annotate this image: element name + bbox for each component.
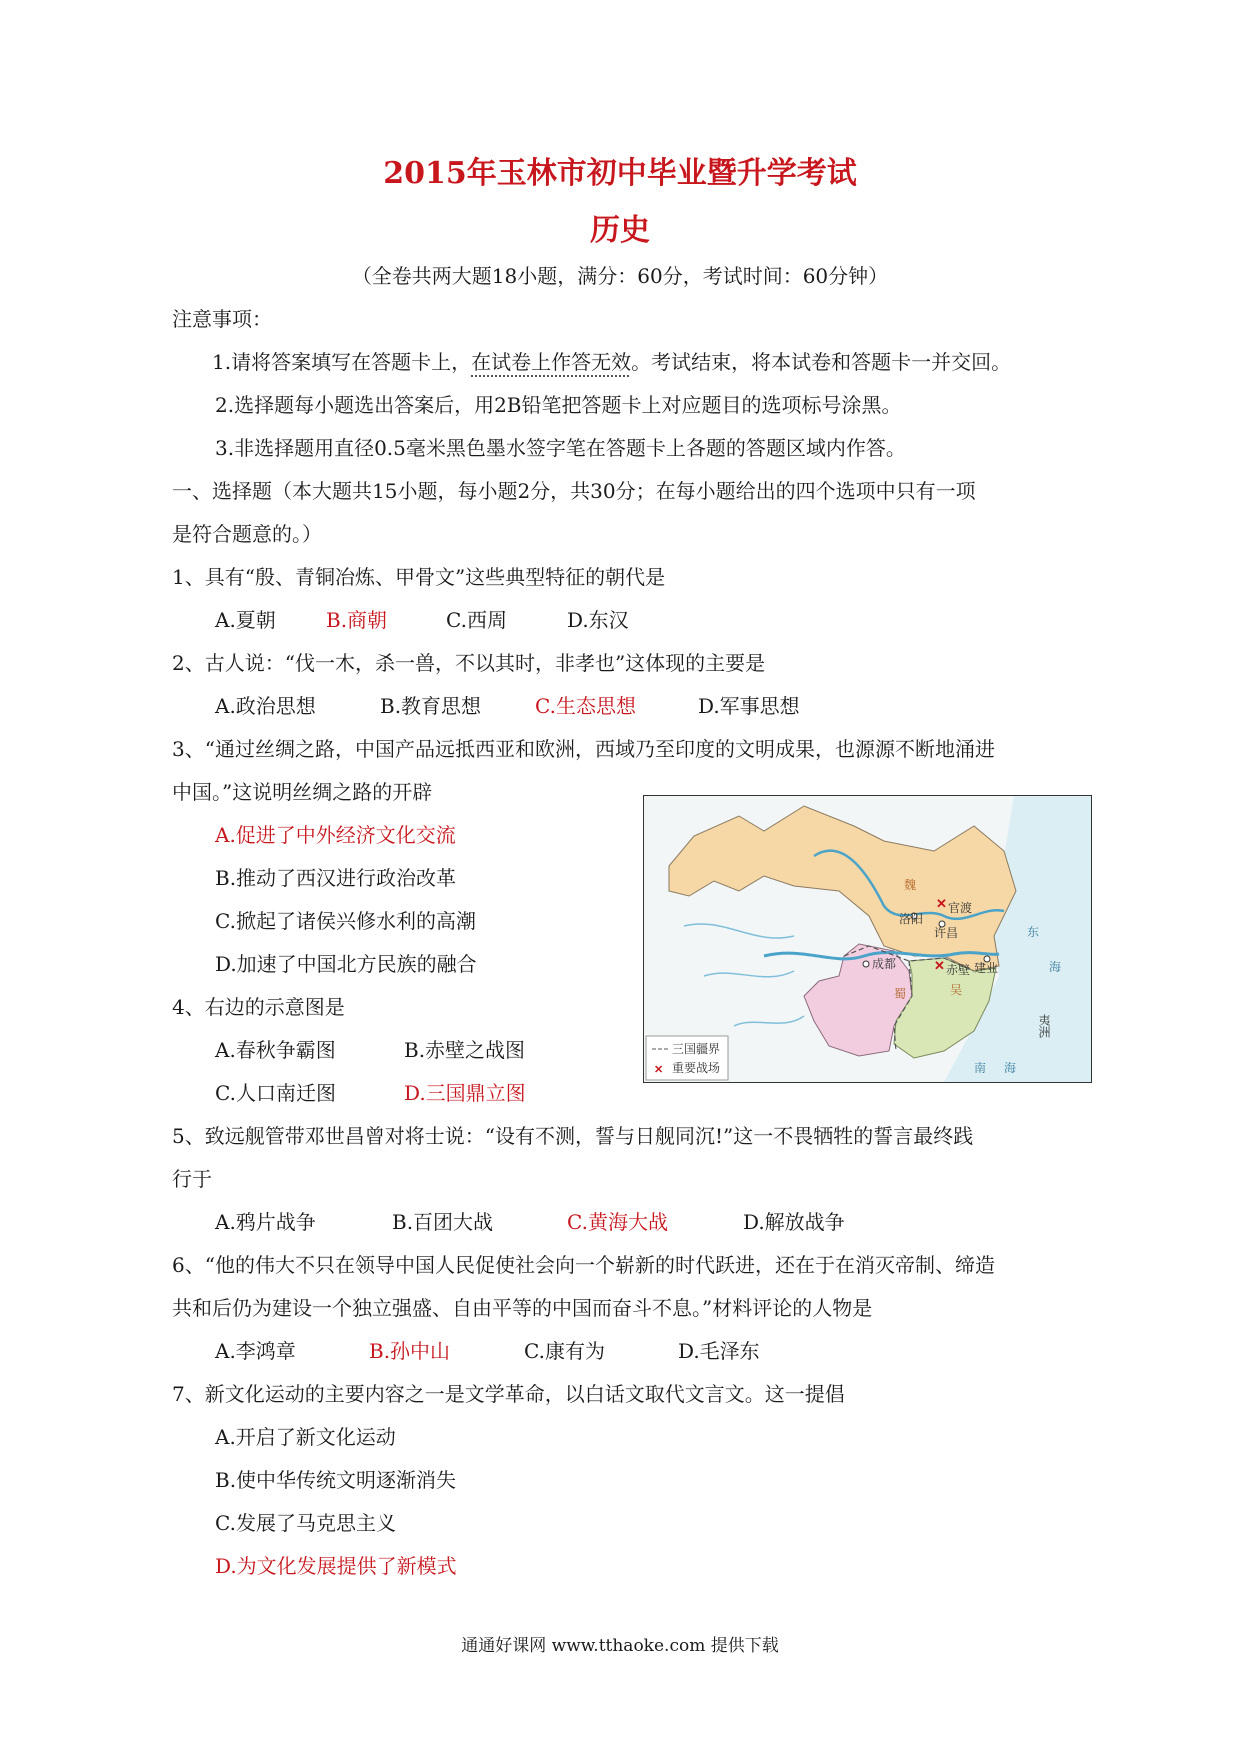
notice-heading: 注意事项： (172, 307, 272, 331)
question-1-option-c: C.西周 (446, 608, 507, 632)
label-wei: 魏 (904, 878, 917, 892)
notice-item-2: 2.选择题每小题选出答案后，用2B铅笔把答题卡上对应题目的选项标号涂黑。 (215, 393, 902, 417)
minor-rivers (684, 924, 804, 1026)
legend-border-label: 三国疆界 (672, 1042, 721, 1056)
label-hai: 海 (1049, 960, 1062, 974)
label-nan: 南 (974, 1061, 987, 1075)
label-jianye: 建业 (974, 961, 999, 975)
question-3-option-b: B.推动了西汉进行政治改革 (215, 866, 457, 890)
label-luoyang: 洛阳 (899, 912, 924, 926)
label-yizhou: 夷洲 (1037, 1014, 1051, 1038)
question-5-option-d: D.解放战争 (743, 1210, 845, 1234)
legend-battle-icon: ✕ (654, 1063, 664, 1076)
question-6-option-c: C.康有为 (524, 1339, 605, 1363)
question-1-option-d: D.东汉 (567, 608, 629, 632)
question-6-option-d: D.毛泽东 (678, 1339, 760, 1363)
question-6-stem-line1: 6、“他的伟大不只在领导中国人民促使社会向一个崭新的时代跃进，还在于在消灭帝制、缔造 (172, 1253, 995, 1277)
guandu-battle-icon: ✕ (936, 897, 947, 912)
question-6-option-a: A.李鸿章 (215, 1339, 296, 1363)
question-3-stem-line1: 3、“通过丝绸之路，中国产品远抵西亚和欧洲，西域乃至印度的文明成果，也源源不断地涌进 (172, 737, 995, 761)
subject-title: 历史 (590, 213, 650, 248)
wei-territory (669, 806, 1016, 971)
question-1-stem: 1、具有“殷、青铜冶炼、甲骨文”这些典型特征的朝代是 (172, 565, 666, 589)
map-svg (644, 796, 1091, 1082)
question-3-option-d: D.加速了中国北方民族的融合 (215, 952, 477, 976)
notice-item-1-prefix: 1.请将答案填写在答题卡上， (212, 350, 472, 374)
question-1-option-b: B.商朝 (326, 608, 388, 632)
question-6-stem-line2: 共和后仍为建设一个独立强盛、自由平等的中国而奋斗不息。”材料评论的人物是 (172, 1296, 873, 1320)
label-chibi: 赤壁 (946, 963, 971, 977)
question-4-option-b: B.赤壁之战图 (404, 1038, 526, 1062)
question-4-option-d: D.三国鼎立图 (404, 1081, 526, 1105)
question-2-option-a: A.政治思想 (215, 694, 316, 718)
label-hai-2: 海 (1004, 1061, 1017, 1075)
exam-info: （全卷共两大题18小题，满分：60分，考试时间：60分钟） (351, 264, 889, 288)
legend-battle-label: 重要战场 (672, 1061, 721, 1075)
question-2-option-d: D.军事思想 (698, 694, 800, 718)
question-2-option-b: B.教育思想 (380, 694, 482, 718)
question-7-option-b: B.使中华传统文明逐渐消失 (215, 1468, 457, 1492)
question-7-option-a: A.开启了新文化运动 (215, 1425, 396, 1449)
label-shu: 蜀 (894, 987, 907, 1001)
question-1-option-a: A.夏朝 (215, 608, 276, 632)
question-5-option-a: A.鸦片战争 (215, 1210, 316, 1234)
notice-item-1-suffix: 。考试结束，将本试卷和答题卡一并交回。 (631, 350, 1012, 374)
question-4-option-c: C.人口南迁图 (215, 1081, 336, 1105)
question-2-option-c: C.生态思想 (535, 694, 636, 718)
notice-item-1-emphasis: 在试卷上作答无效 (471, 350, 632, 374)
chengdu-dot (863, 961, 869, 967)
question-5-stem-line2: 行于 (172, 1167, 212, 1191)
label-wu: 吴 (950, 983, 963, 997)
label-chengdu: 成都 (872, 957, 897, 971)
label-dong: 东 (1027, 925, 1040, 939)
notice-item-3: 3.非选择题用直径0.5毫米黑色墨水签字笔在答题卡上各题的答题区域内作答。 (215, 436, 906, 460)
question-4-option-a: A.春秋争霸图 (215, 1038, 336, 1062)
question-5-option-c: C.黄海大战 (567, 1210, 668, 1234)
question-7-stem: 7、新文化运动的主要内容之一是文学革命，以白话文取代文言文。这一提倡 (172, 1382, 845, 1406)
question-4-stem: 4、右边的示意图是 (172, 995, 345, 1019)
question-3-option-c: C.掀起了诸侯兴修水利的高潮 (215, 909, 476, 933)
three-kingdoms-map (643, 795, 1092, 1083)
question-5-option-b: B.百团大战 (392, 1210, 494, 1234)
exam-title: 2015年玉林市初中毕业暨升学考试 (383, 156, 857, 191)
question-7-option-c: C.发展了马克思主义 (215, 1511, 396, 1535)
page-footer: 通通好课网 www.tthaoke.com 提供下载 (461, 1636, 779, 1656)
section-heading-line2: 是符合题意的。） (172, 522, 322, 546)
label-guandu: 官渡 (948, 901, 973, 915)
notice-item-1 (212, 348, 1011, 376)
question-3-stem-line2: 中国。”这说明丝绸之路的开辟 (172, 780, 433, 804)
section-heading-line1: 一、选择题（本大题共15小题，每小题2分，共30分；在每小题给出的四个选项中只有一项 (172, 479, 976, 503)
question-3-option-a: A.促进了中外经济文化交流 (215, 823, 456, 847)
question-5-stem-line1: 5、致远舰管带邓世昌曾对将士说：“设有不测，誓与日舰同沉!”这一不畏牺牲的誓言最终践 (172, 1124, 974, 1148)
question-2-stem: 2、古人说：“伐一木，杀一兽，不以其时，非孝也”这体现的主要是 (172, 651, 766, 675)
question-6-option-b: B.孙中山 (369, 1339, 451, 1363)
question-7-option-d: D.为文化发展提供了新模式 (215, 1554, 457, 1578)
label-xuchang: 许昌 (934, 926, 959, 940)
chibi-battle-icon: ✕ (934, 959, 945, 974)
